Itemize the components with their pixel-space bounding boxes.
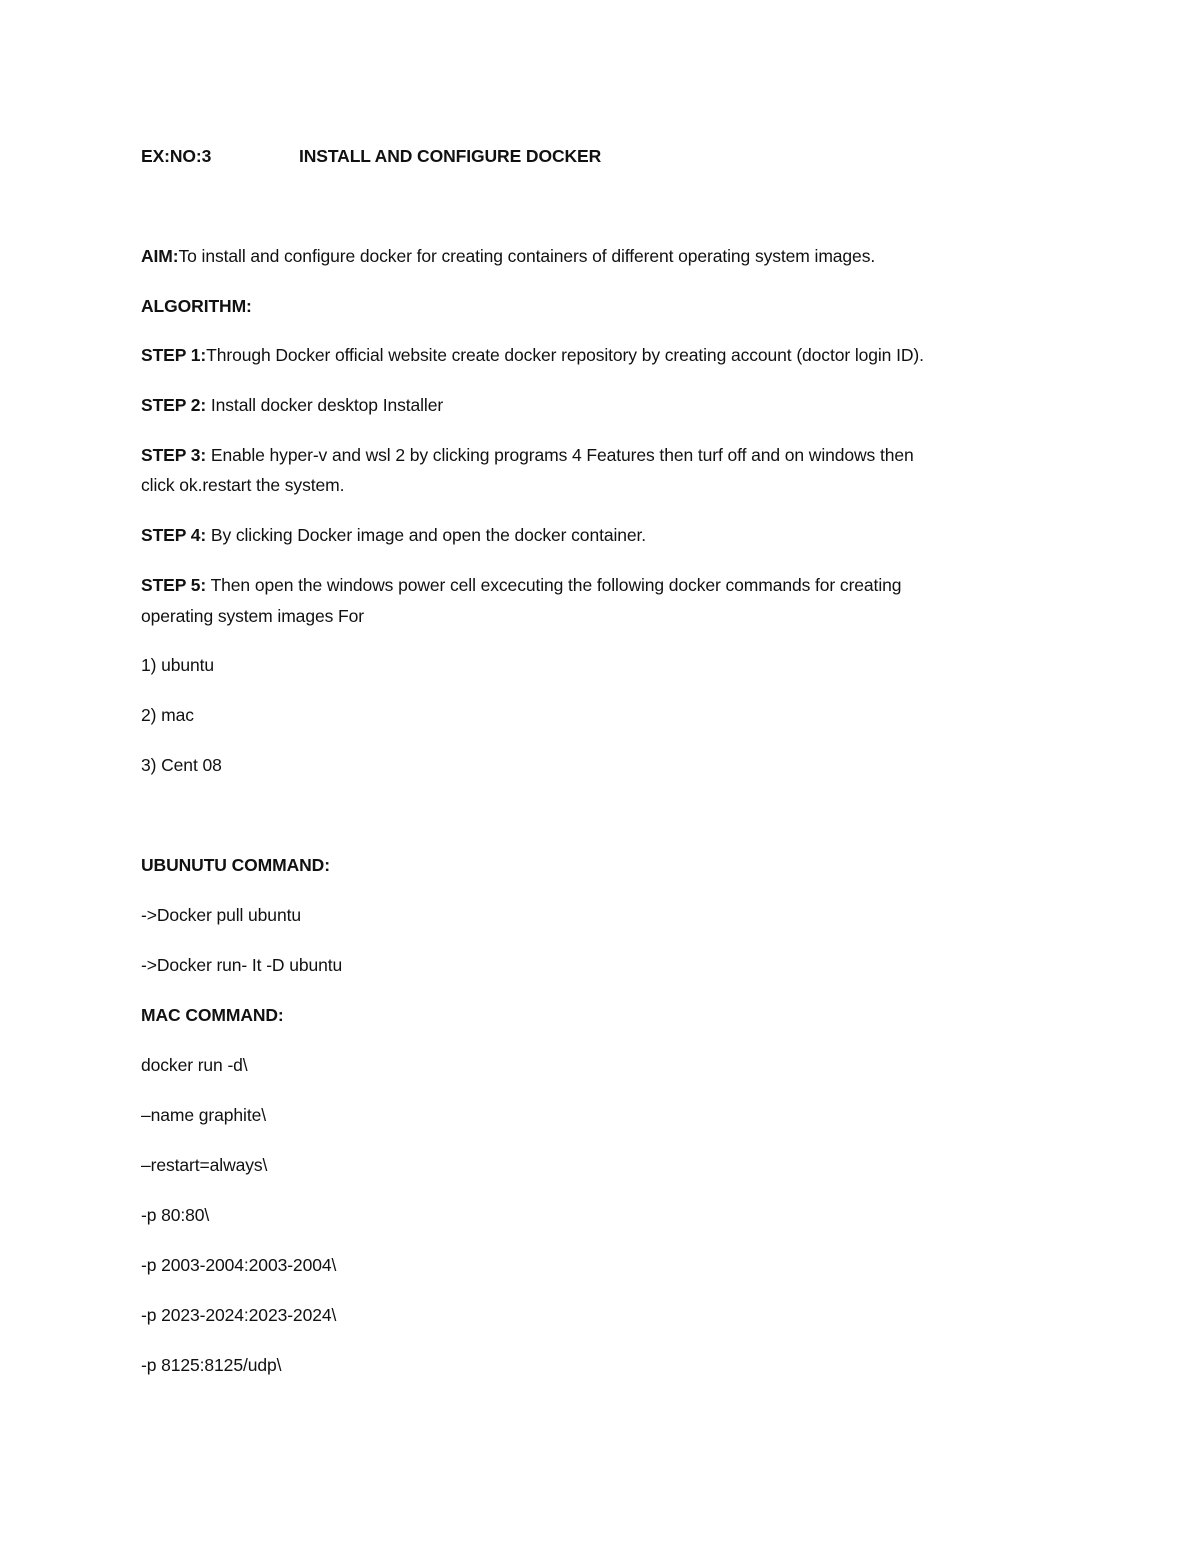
aim-text: To install and configure docker for creating containers of different operating system images. (178, 246, 876, 266)
os-list-number: 2) (141, 705, 157, 725)
step-4-text: By clicking Docker image and open the docker container. (206, 525, 647, 545)
step-5 (141, 574, 901, 596)
os-list-number: 3) (141, 755, 157, 775)
os-list-number: 1) (141, 655, 157, 675)
step-2 (141, 394, 443, 416)
os-list-name: Cent 08 (156, 755, 222, 775)
algorithm-heading: ALGORITHM: (141, 296, 252, 316)
step-2-text: Install docker desktop Installer (206, 395, 444, 415)
aim-label: AIM: (141, 246, 179, 266)
document-title: INSTALL AND CONFIGURE DOCKER (299, 146, 602, 166)
aim-paragraph (141, 245, 875, 267)
step-2-label: STEP 2: (141, 395, 207, 415)
step-4-label: STEP 4: (141, 525, 207, 545)
mac-command-line: -p 2003-2004:2003-2004\ (141, 1255, 337, 1275)
step-1 (141, 344, 924, 366)
step-3-continuation: click ok.restart the system. (141, 475, 345, 495)
os-list-item (141, 654, 214, 676)
step-1-label: STEP 1: (141, 345, 207, 365)
mac-command-line: –name graphite\ (141, 1105, 266, 1125)
mac-command-line: docker run -d\ (141, 1055, 248, 1075)
ubuntu-command-line: ->Docker run- It -D ubuntu (141, 955, 343, 975)
mac-command-line: –restart=always\ (141, 1155, 268, 1175)
step-5-text: Then open the windows power cell excecuting the following docker commands for creating (206, 575, 902, 595)
step-4 (141, 524, 646, 546)
mac-command-line: -p 2023-2024:2023-2024\ (141, 1305, 337, 1325)
step-3-text: Enable hyper-v and wsl 2 by clicking programs 4 Features then turf off and on windows then (206, 445, 914, 465)
ubuntu-command-heading: UBUNUTU COMMAND: (141, 855, 330, 875)
step-1-text: Through Docker official website create docker repository by creating account (doctor login ID). (206, 345, 924, 365)
step-5-continuation: operating system images For (141, 606, 364, 626)
step-3-label: STEP 3: (141, 445, 207, 465)
step-3 (141, 444, 914, 466)
mac-command-line: -p 80:80\ (141, 1205, 210, 1225)
os-list-item (141, 704, 194, 726)
ubuntu-command-line: ->Docker pull ubuntu (141, 905, 301, 925)
mac-command-heading: MAC COMMAND: (141, 1005, 284, 1025)
os-list-name: ubuntu (156, 655, 215, 675)
mac-command-line: -p 8125:8125/udp\ (141, 1355, 282, 1375)
os-list-item (141, 754, 222, 776)
os-list-name: mac (156, 705, 194, 725)
step-5-label: STEP 5: (141, 575, 207, 595)
exercise-number: EX:NO:3 (141, 146, 212, 166)
